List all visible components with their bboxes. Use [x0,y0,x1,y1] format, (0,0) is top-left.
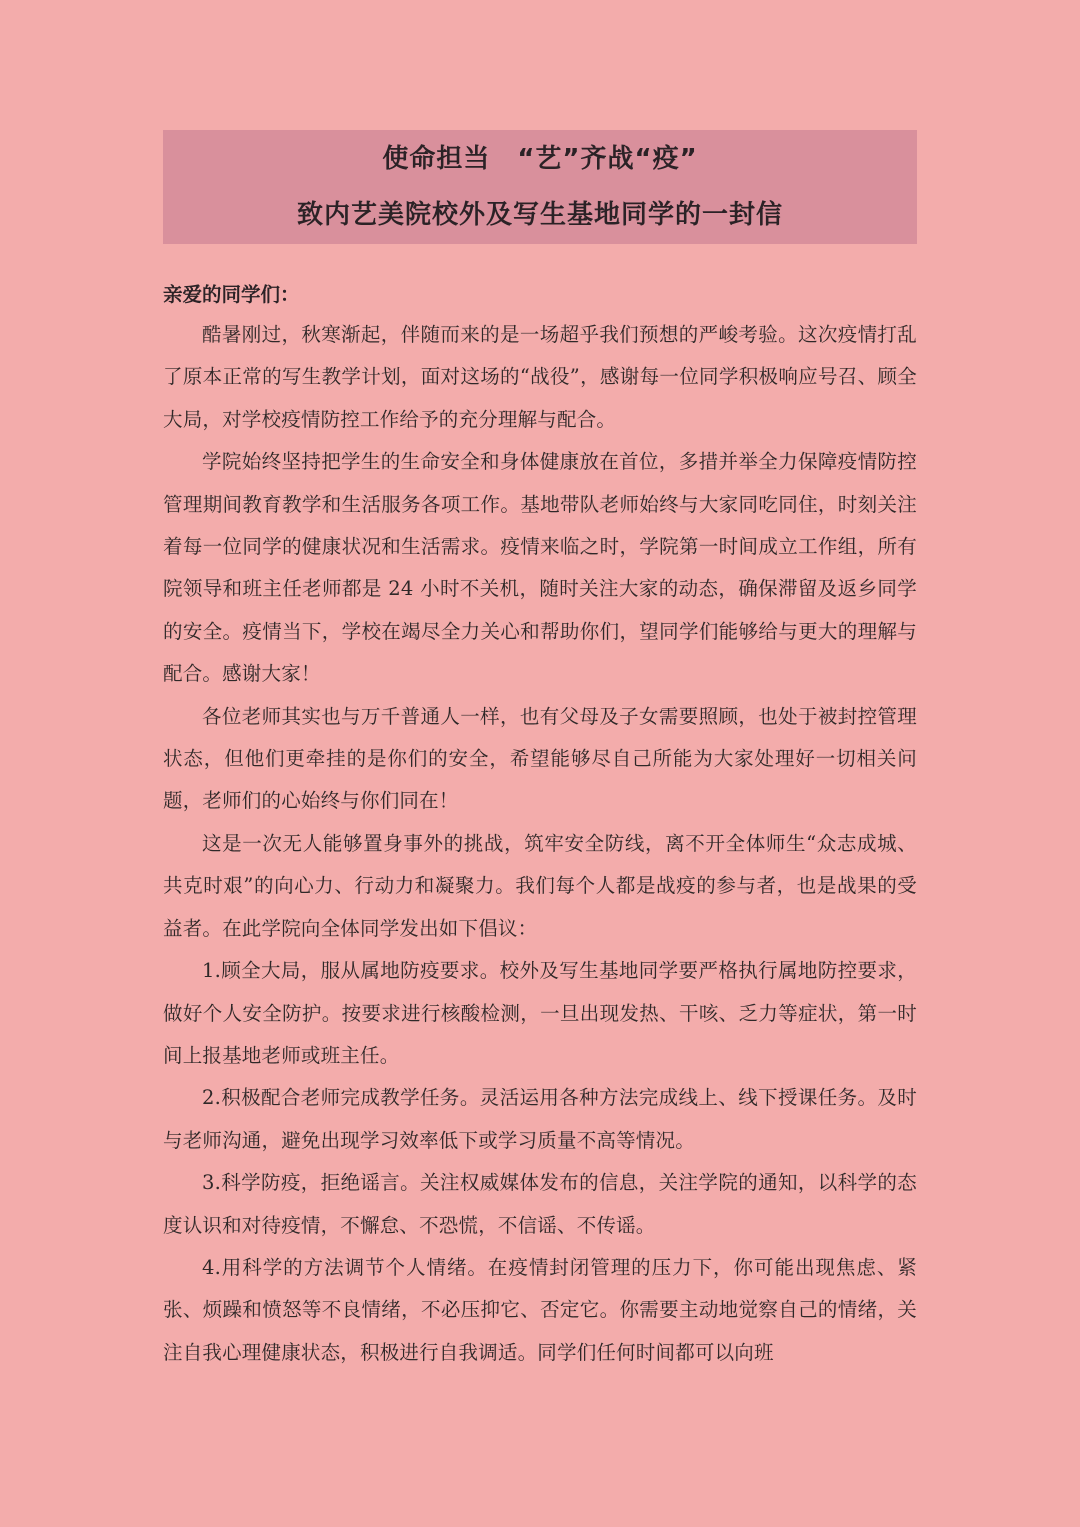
title-line-1: 使命担当 “艺”齐战“疫” [382,144,698,174]
paragraph-4: 这是一次无人能够置身事外的挑战，筑牢安全防线，离不开全体师生“众志成城、共克时艰”的向心力、行动力和凝聚力。我们每个人都是战疫的参与者，也是战果的受益者。在此学院向全体同学发出如下倡议： [163,831,917,940]
proposal-item-3: 3.科学防疫，拒绝谣言。关注权威媒体发布的信息，关注学院的通知，以科学的态度认识和对待疫情，不懈怠、不恐慌，不信谣、不传谣。 [163,1171,917,1237]
proposal-item-1: 1.顾全大局，服从属地防疫要求。校外及写生基地同学要严格执行属地防控要求，做好个人安全防护。按要求进行核酸检测，一旦出现发热、干咳、乏力等症状，第一时间上报基地老师或班主任。 [163,959,917,1067]
title-banner [163,130,917,244]
letter-body [163,276,917,1374]
paragraph-2: 学院始终坚持把学生的生命安全和身体健康放在首位，多措并举全力保障疫情防控管理期间教育教学和生活服务各项工作。基地带队老师始终与大家同吃同住，时刻关注着每一位同学的健康状况和生活需求。疫情来临之时，学院第一时间成立工作组，所有院领导和班主任老师都是 24 小时不关机，随时关注大家的动态，确保滞留及返乡同学的安全。疫情当下，学校在竭尽全力关心和帮助你们，望同学们能够给与更大的理解与配合。感谢大家！ [163,450,917,686]
proposal-item-4: 4.用科学的方法调节个人情绪。在疫情封闭管理的压力下，你可能出现焦虑、紧张、烦躁和愤怒等不良情绪，不必压抑它、否定它。你需要主动地觉察自己的情绪，关注自我心理健康状态，积极进行自我调适。同学们任何时间都可以向班 [163,1255,917,1364]
title-line-2: 致内艺美院校外及写生基地同学的一封信 [296,200,783,230]
salutation: 亲爱的同学们： [163,283,300,306]
proposal-item-2: 2.积极配合老师完成教学任务。灵活运用各种方法完成线上、线下授课任务。及时与老师沟通，避免出现学习效率低下或学习质量不高等情况。 [163,1086,917,1152]
paragraph-3: 各位老师其实也与万千普通人一样，也有父母及子女需要照顾，也处于被封控管理状态，但他们更牵挂的是你们的安全，希望能够尽自己所能为大家处理好一切相关问题，老师们的心始终与你们同在！ [163,704,917,813]
paragraph-1: 酷暑刚过，秋寒渐起，伴随而来的是一场超乎我们预想的严峻考验。这次疫情打乱了原本正常的写生教学计划，面对这场的“战役”，感谢每一位同学积极响应号召、顾全大局，对学校疫情防控工作给予的充分理解与配合。 [163,323,917,431]
